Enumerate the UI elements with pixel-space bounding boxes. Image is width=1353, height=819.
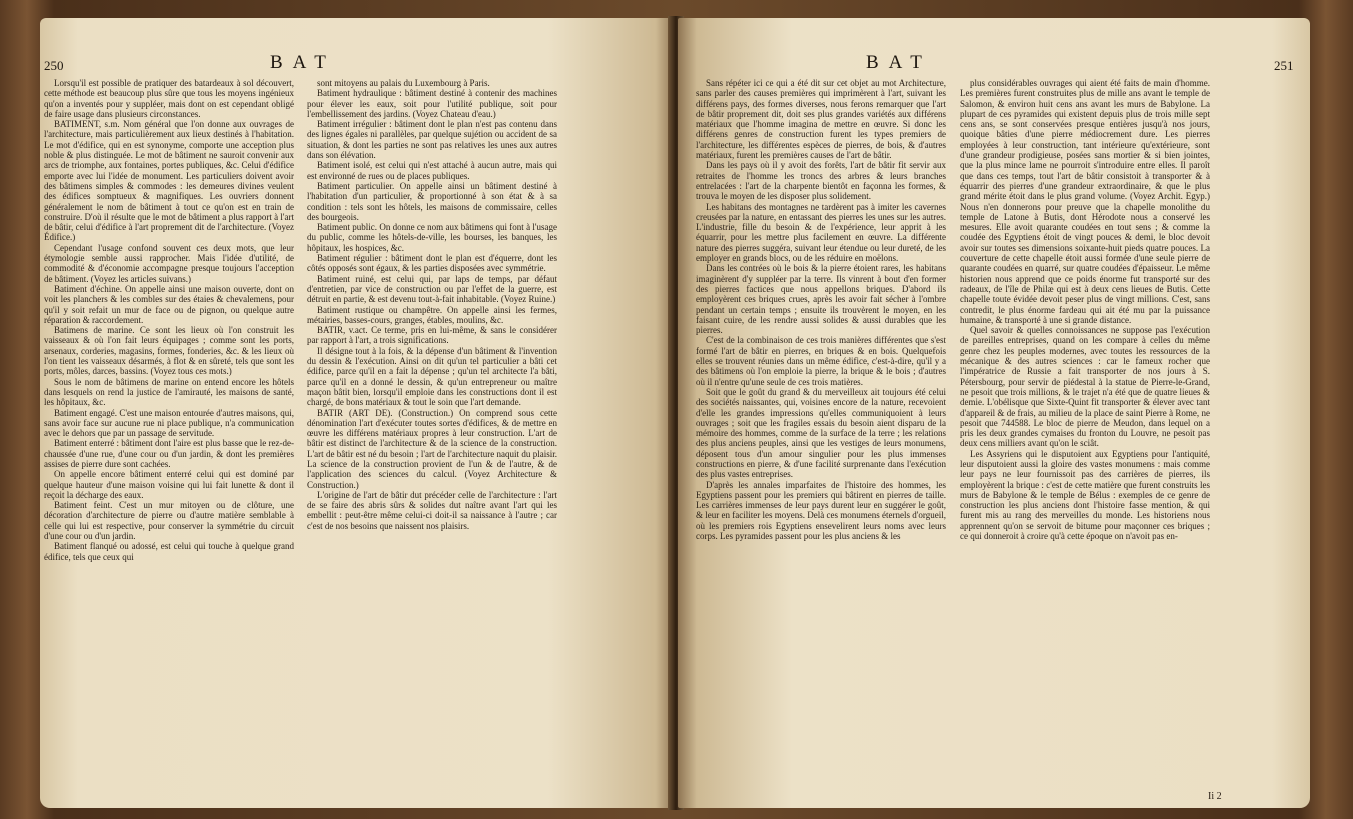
paragraph: BATIMENT, s.m. Nom général que l'on donne aux ouvrages de l'architecture, mais particulièrement aux lieux destinés à l'habitation. Le mot d'édifice, qui en est synonyme, comporte une acception plus noble & plus distinguée. Le mot de bâtiment ne sauroit convenir aux arcs de triomphe, aux fontaines, portes publiques, &c. Celui d'édifice emporte avec lui l'idée de monument. Les particuliers doivent avoir des bâtimens simples & commodes : les demeures divines veulent des édifices somptueux & magnifiques. Les ouvriers donnent généralement le nom de bâtiment à tout ce qu'on est en train de construire. D'où il résulte que le mot de bâtiment a plus rapport à l'art de bâtir, celui d'édifice à l'art proprement dit de l'architecture. (Voyez Édifice.) (44, 119, 294, 243)
left-column-2 (307, 78, 557, 531)
paragraph: Soit que le goût du grand & du merveilleux ait toujours été celui des sociétés naissantes, qui, voisines encore de la nature, recevoient d'elle les grandes impressions qu'elles communiquoient à leurs ouvrages ; soit que les fragiles essais du besoin aient disparu de la mémoire des hommes, comme de la surface de la terre ; les relations des plus anciens peuples, ainsi que les vestiges de leurs monumens, déposent tous d'un amour singulier pour les plus immenses constructions en pierre, & d'une facilité surprenante dans l'exécution des plus vastes entreprises. (696, 386, 946, 480)
paragraph: Batiment public. On donne ce nom aux bâtimens qui font à l'usage du public, comme les hôtels-de-ville, les bourses, les banques, les hôpitaux, les hospices, &c. (307, 222, 557, 253)
paragraph: D'après les annales imparfaites de l'histoire des hommes, les Egyptiens passent pour les premiers qui bâtirent en pierres de taille. Les carrières immenses de leur pays durent leur en suggérer le goût, & leur en faciliter les moyens. Delà ces monumens éternels d'orgueil, où les premiers rois Egyptiens ensevelirent leurs noms avec leurs corps. Les pyramides passent pour les plus anciens & les (696, 479, 946, 542)
paragraph: Batiment rustique ou champêtre. On appelle ainsi les fermes, métairies, basses-cours, granges, étables, moulins, &c. (307, 304, 557, 325)
paragraph: BATIR, v.act. Ce terme, pris en lui-même, & sans le considérer par rapport à l'art, a trois significations. (307, 325, 557, 346)
left-page (40, 18, 675, 808)
paragraph: Les Assyriens qui le disputoient aux Egyptiens pour l'antiquité, leur disputoient aussi la gloire des vastes monumens : mais comme leur pays ne leur fournissoit pas des carrières de pierres, ils employèrent la brique : c'est de cette matière que furent construits les murs de Babylone & le temple de Bélus : exemples de ce genre de construction les plus anciens dont l'histoire fasse mention, & qui furent mis au rang des merveilles du monde. Les historiens nous apprennent qu'on se servoit de bitume pour maçonner ces briques ; ce qui donneroit à croire qu'à cette époque on n'avoit pas en- (960, 448, 1210, 542)
paragraph: Cependant l'usage confond souvent ces deux mots, que leur étymologie semble aussi rapprocher. Mais l'idée d'utilité, de commodité & d'économie accompagne presque toujours l'acception de bâtiment. (Voyez les articles suivans.) (44, 242, 294, 284)
left-page-number: 250 (44, 58, 64, 73)
right-running-head: BAT (866, 52, 932, 73)
paragraph: Batimens de marine. Ce sont les lieux où l'on construit les vaisseaux & où l'on fait leurs équipages ; comme sont les ports, arsenaux, corderies, magasins, formes, fonderies, &c. & les lieux où l'on tient les vaisseaux désarmés, à flot & en sûreté, tels que sont les ports, môles, darces, bassins. (Voyez tous ces mots.) (44, 325, 294, 377)
paragraph: L'origine de l'art de bâtir dut précéder celle de l'architecture : l'art de se faire des abris sûrs & solides dut naître avant l'art qui les embellit : peut-être même celui-ci doit-il sa naissance à l'autre ; car c'est de nos besoins que naissent nos plaisirs. (307, 489, 557, 531)
paragraph: Lorsqu'il est possible de pratiquer des batardeaux à sol découvert, cette méthode est beaucoup plus sûre que tous les moyens ingénieux qu'on a inventés pour y suppléer, mais dont on est cependant obligé de faire usage dans plusieurs circonstances. (44, 78, 294, 119)
paragraph: Batiment engagé. C'est une maison entourée d'autres maisons, qui, sans avoir face sur aucune rue ni place publique, n'a communication avec le dehors que par un passage de servitude. (44, 407, 294, 439)
paragraph: Dans les pays où il y avoit des forêts, l'art de bâtir fit servir aux retraites de l'homme les troncs des arbres & leurs branches entrelacées : l'art de la charpente bientôt en façonna les formes, & trouva le moyen de les disposer plus solidement. (696, 160, 946, 202)
paragraph: Batiment ruiné, est celui qui, par laps de temps, par défaut d'entretien, par vice de construction ou par l'effet de la guerre, est détruit en partie, & est devenu tout-à-fait inhabitable. (Voyez Ruine.) (307, 273, 557, 305)
signature-mark: Ii 2 (1208, 791, 1222, 802)
paragraph: Batiment d'échine. On appelle ainsi une maison ouverte, dont on voit les planchers & les combles sur des étaies & chevalemens, pour qu'il y soit refait un mur de face ou de pignon, ou quelque autre réparation & raccordement. (44, 283, 294, 325)
left-running-head: BAT (270, 52, 336, 73)
right-column-1 (696, 78, 946, 541)
paragraph: Batiment enterré : bâtiment dont l'aire est plus basse que le rez-de-chaussée d'une rue, d'une cour ou d'un jardin, & dont les premières assises de pierre dure sont cachées. (44, 438, 294, 469)
paragraph: C'est de la combinaison de ces trois manières différentes que s'est formé l'art de bâtir en pierres, en briques & en bois. Quelquefois elles se trouvent réunies dans un même édifice, c'est-à-dire, qu'il y a des bâtimens où l'on emploie la pierre, la brique & le bois ; d'autres où il n'entre qu'une seule de ces trois matières. (696, 335, 946, 387)
paragraph: Sous le nom de bâtimens de marine on entend encore les hôtels dans lesquels on rend la justice de l'amirauté, les maisons de santé, les hôpitaux, &c. (44, 376, 294, 408)
paragraph: Batiment feint. C'est un mur mitoyen ou de clôture, une décoration d'architecture de pierre ou d'autre matière semblable à celle qui lui est respective, pour conserver la symmétrie du circuit d'une cour ou d'un jardin. (44, 500, 294, 542)
paragraph: Il désigne tout à la fois, & la dépense d'un bâtiment & l'invention du dessin & l'exécution. Ainsi on dit qu'un tel particulier a bâti cet édifice, parce qu'il en a fait la dépense ; qu'un tel architecte l'a bâti, parce qu'il en a donné le dessin, & qu'un entrepreneur ou maître maçon bâtit bien, lorsqu'il emploie dans les constructions dont il est chargé, de bons matériaux & tout le soin que l'art demande. (307, 345, 557, 408)
paragraph: Dans les contrées où le bois & la pierre étoient rares, les habitans imaginèrent d'y suppléer par la terre. Ils vinrent à bout d'en former des pierres factices que nous appellons briques. D'abord ils employèrent ces briques crues, après les avoir fait sécher à l'ombre pendant un certain temps ; ensuite ils trouvèrent le moyen, en les faisant cuire, de les rendre aussi solides & aussi durables que les pierres. (696, 263, 946, 336)
paragraph: Quel savoir & quelles connoissances ne suppose pas l'exécution de pareilles entreprises, quand on les compare à celles du même genre chez les peuples modernes, avec toutes les ressources de la mécanique & des autres sciences : car le fameux rocher que l'impératrice de Russie a fait transporter de nos jours à S. Pétersbourg, pour servir de piédestal à la statue de Pierre-le-Grand, ne pesoit que trois millions, & le trajet n'a été que de quatre lieues & demie. L'obélisque que Sixte-Quint fit transporter & élever avec tant d'appareil & de frais, au milieu de la place de saint Pierre à Rome, ne pesoit que 744588. Le bloc de pierre de Meudon, dans lequel on a pris les deux grandes cymaises du fronton du Louvre, ne pesoit pas deux cens milliers avant qu'on le sciât. (960, 325, 1210, 449)
paragraph: Batiment particulier. On appelle ainsi un bâtiment destiné à l'habitation d'un particulier, & proportionné à son état & à sa condition : tels sont les hôtels, les maisons de commissaire, celles des bourgeois. (307, 180, 557, 222)
right-page-number: 251 (1274, 58, 1294, 73)
right-page (678, 18, 1310, 808)
paragraph: BATIR (ART DE). (Construction.) On comprend sous cette dénomination l'art d'exécuter toutes sortes d'édifices, & de mettre en œuvre les différens matériaux propres à leur construction. L'art de bâtir est distinct de l'architecture & de la science de la construction. L'art de bâtir est né du besoin ; l'art de l'architecture naquit du plaisir. La science de la construction provient de l'un & de l'autre, & de l'application des sciences du calcul. (Voyez Architecture & Construction.) (307, 407, 557, 490)
paragraph: Batiment régulier : bâtiment dont le plan est d'équerre, dont les côtés opposés sont égaux, & les parties disposées avec symmétrie. (307, 253, 557, 274)
paragraph: Batiment flanqué ou adossé, est celui qui touche à quelque grand édifice, tels que ceux qui (44, 541, 294, 562)
paragraph: Batiment irrégulier : bâtiment dont le plan n'est pas contenu dans des lignes égales ni parallèles, par quelque sujétion ou accident de sa situation, & dont les parties ne sont pas relatives les unes aux autres dans son élévation. (307, 119, 557, 161)
right-column-2 (960, 78, 1210, 541)
paragraph: plus considérables ouvrages qui aient été faits de main d'homme. Les premières furent construites plus de mille ans avant le temple de Salomon, & environ huit cens ans avant les murs de Babylone. La plupart de ces pyramides qui existent depuis plus de trois mille sept cens ans, se sont conservées presque entières jusqu'à nos jours, quoique bâties d'une pierre médiocrement dure. Les pierres employées à leur construction, tant intérieure qu'extérieure, sont d'une grandeur prodigieuse, posées sans mortier & si bien jointes, que la plus mince lame ne pourroit s'introduire entre elles. Il paroît que dans ces temps, tout l'art de bâtir consistoit à transporter & à équarrir des pierres d'une grandeur extraordinaire, & que le plus grand mérite étoit dans le plus grand volume. (Voyez Archit. Egyp.) Nous n'en donnerons pour preuve que la chapelle monolithe du temple de Latone à Butis, dont Hérodote nous a conservé les mesures. Elle avoit quarante coudées en tout sens ; & comme la coudée des Egyptiens étoit de vingt pouces & demi, le bloc devoit avoir sur toutes ses dimensions soixante-huit pieds quatre pouces. La couverture de cette chapelle étoit aussi formée d'une seule pierre de quarante coudées en quarré, sur quatre coudées d'épaisseur. Le même historien nous apprend que ce poids énorme fut transporté sur des radeaux, de l'île de Philæ qui est à deux cens lieues de Butis. Cette chapelle toute évidée devoit peser plus de vingt millions. C'est, sans contredit, le plus énorme fardeau qui ait été mu par la puissance humaine, & transporté à une si grande distance. (960, 78, 1210, 325)
paragraph: sont mitoyens au palais du Luxembourg à Paris. (317, 78, 490, 88)
paragraph: Les habitans des montagnes ne tardèrent pas à imiter les cavernes creusées par la nature, en entassant des pierres les unes sur les autres. L'industrie, fille du besoin & de l'expérience, leur apprit à les équarrir, pour les mettre plus facilement en œuvre. La différente nature des pierres suggéra, suivant leur étendue ou leur dureté, de les employer en grands blocs, ou de les réduire en moëlons. (696, 201, 946, 264)
left-column-1 (44, 78, 294, 562)
paragraph: On appelle encore bâtiment enterré celui qui est dominé par quelque hauteur d'une maison voisine qui lui fait lunette & dont il reçoit la décharge des eaux. (44, 469, 294, 500)
paragraph: Sans répéter ici ce qui a été dit sur cet objet au mot Architecture, sans parler des causes premières qui imprimèrent à l'art, suivant les différens pays, des formes diverses, nous ferons remarquer que l'art de bâtir proprement dit, doit ses plus grandes variétés aux différens matériaux que l'homme imagina de mettre en œuvre. Si donc les différens genres de construction furent les types premiers de l'architecture, les différentes espèces de pierres, de bois, & d'autres matériaux, furent les premières causes de l'art de bâtir. (696, 78, 946, 161)
paragraph: Batiment hydraulique : bâtiment destiné à contenir des machines pour élever les eaux, soit pour l'utilité publique, soit pour l'embellissement des jardins. (Voyez Chateau d'eau.) (307, 88, 557, 119)
paragraph: Batiment isolé, est celui qui n'est attaché à aucun autre, mais qui est environné de rues ou de places publiques. (307, 160, 557, 181)
